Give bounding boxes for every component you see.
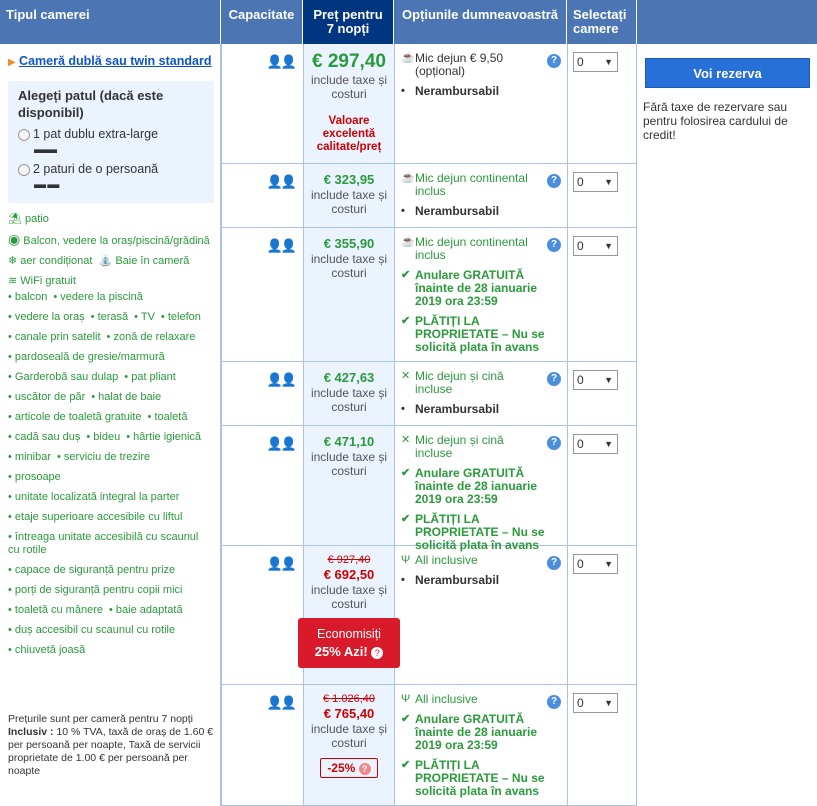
bed-choice-title: Alegeți patul (dacă este disponibil): [18, 88, 164, 120]
price-notes: [8, 713, 218, 778]
notes-rest: 10 % TVA, taxă de oraș de 1.60 € per persoană per noapte, Taxă de servicii proprietate de 1.00 € per persoană per noapte: [8, 726, 214, 777]
facility-item: • bideu: [86, 431, 121, 443]
bed-option-2-label: 2 paturi de o persoană: [33, 162, 159, 176]
refund-line: • Nerambursabil: [401, 84, 500, 98]
room-qty-select[interactable]: 0 ▼: [573, 52, 618, 72]
facility-item: • uscător de păr: [8, 391, 86, 403]
balcony-view-icon: ◉: [8, 231, 21, 247]
price-value: € 765,40: [323, 706, 375, 721]
facility-item: • minibar: [8, 451, 51, 463]
coffee-icon: ☕: [401, 236, 415, 248]
select-cell: [567, 685, 637, 806]
option-row: [221, 546, 637, 685]
help-icon[interactable]: ?: [547, 436, 561, 450]
radio-icon[interactable]: [18, 164, 30, 176]
chevron-down-icon: ▼: [604, 698, 613, 708]
room-qty-select[interactable]: 0 ▼: [573, 434, 618, 454]
cancel-line: ✔ Anulare GRATUITĂ înainte de 28 ianuarie 2019 ora 23:59: [401, 268, 538, 308]
facility-item: • etaje superioare accesibile cu liftul: [8, 511, 183, 523]
select-cell: [567, 362, 637, 426]
facility-item: • pardoseală de gresie/marmură: [8, 351, 165, 363]
chevron-down-icon: ▼: [604, 241, 613, 251]
taxes-note: include taxe și costuri: [310, 722, 388, 750]
facility-item: • articole de toaletă gratuite: [8, 411, 142, 423]
two-persons-icon: 👤👤: [266, 556, 295, 571]
snowflake-icon: ❄: [8, 255, 18, 267]
facility-item: • pat pliant: [124, 371, 176, 383]
bed-choice-box: [8, 81, 214, 203]
discount-badge: -25% ?: [320, 758, 377, 778]
check-icon: ✔: [401, 269, 411, 281]
facility-item: • chiuvetă joasă: [8, 644, 86, 656]
facility-item: • telefon: [160, 311, 201, 323]
bullet-icon: •: [401, 574, 405, 586]
cancel-line: ✔ Anulare GRATUITĂ înainte de 28 ianuarie 2019 ora 23:59: [401, 712, 538, 752]
facility-item: • halat de baie: [91, 391, 162, 403]
twin-bed-icon: ▬ ▬: [34, 177, 59, 191]
check-icon: ✔: [401, 513, 411, 525]
facility-item: • duș accesibil cu scaunul cu rotile: [8, 624, 176, 636]
facility-item: • prosoape: [8, 471, 61, 483]
capacity-cell: [221, 685, 303, 806]
bed-option-1-label: 1 pat dublu extra-large: [33, 127, 159, 141]
help-icon[interactable]: ?: [547, 238, 561, 252]
options-cell: [394, 426, 567, 552]
shower-icon: ⛲: [98, 255, 113, 267]
facility: patio: [25, 213, 49, 225]
two-persons-icon: 👤👤: [266, 238, 295, 253]
price-value: € 323,95: [323, 172, 375, 187]
option-row: [221, 164, 637, 228]
room-qty-select[interactable]: 0 ▼: [573, 554, 618, 574]
savings-line1: Economisiți: [317, 627, 381, 641]
facility-item: • toaletă cu mânere: [8, 604, 103, 616]
check-icon: ✔: [401, 713, 411, 725]
help-icon[interactable]: ?: [547, 556, 561, 570]
header-price[interactable]: [303, 0, 394, 44]
notes-details: [8, 726, 218, 778]
capacity-cell: [221, 546, 303, 685]
option-row: [221, 685, 637, 806]
room-qty-select[interactable]: 0 ▼: [573, 236, 618, 256]
chevron-down-icon: ▼: [604, 177, 613, 187]
options-cell: [394, 228, 567, 362]
taxes-note: include taxe și costuri: [310, 450, 388, 478]
taxes-note: include taxe și costuri: [310, 583, 388, 611]
two-persons-icon: 👤👤: [266, 54, 295, 69]
header-room-type: Tipul camerei: [0, 0, 221, 44]
coffee-icon: ☕: [401, 52, 415, 64]
old-price: € 1.026,40: [323, 693, 375, 705]
price-cell: [303, 685, 394, 806]
capacity-cell: [221, 164, 303, 228]
facility-item: • hârtie igienică: [126, 431, 201, 443]
option-row: [221, 362, 637, 426]
facility-item: • întreaga unitate accesibilă cu scaunul cu rotile: [8, 531, 199, 556]
caret-icon: ▶: [8, 57, 16, 68]
select-cell: [567, 426, 637, 546]
meal-line: ☕ Mic dejun continental inclus: [401, 235, 528, 262]
radio-icon[interactable]: [18, 129, 30, 141]
room-qty-select[interactable]: 0 ▼: [573, 693, 618, 713]
savings-badge: [298, 618, 400, 668]
patio-icon: ⛱: [8, 213, 22, 225]
options-cell: [394, 362, 567, 426]
header-select: Selectați camere: [567, 0, 637, 44]
meal-line: Ψ All inclusive: [401, 692, 478, 706]
pay-line: ✔ PLĂTIȚI LA PROPRIETATE – Nu se solicită plata în avans: [401, 314, 545, 354]
two-persons-icon: 👤👤: [266, 436, 295, 451]
chevron-down-icon: ▼: [604, 439, 613, 449]
room-name-link[interactable]: Cameră dublă sau twin standard: [19, 54, 212, 68]
chevron-down-icon: ▼: [604, 375, 613, 385]
taxes-note: include taxe și costuri: [310, 188, 388, 216]
meal-line: ☕ Mic dejun continental inclus: [401, 171, 528, 198]
select-cell: [567, 164, 637, 228]
facility-item: • porți de siguranță pentru copii mici: [8, 584, 183, 596]
option-row: [221, 228, 637, 362]
capacity-cell: [221, 44, 303, 164]
price-cell: [303, 228, 394, 362]
refund-line: • Nerambursabil: [401, 402, 500, 416]
price-value: € 692,50: [323, 567, 375, 582]
price-cell: [303, 44, 394, 164]
check-icon: ✔: [401, 467, 411, 479]
wifi-icon: ≋: [8, 275, 18, 287]
value-badge: Valoare excelentă calitate/preț: [316, 115, 382, 153]
select-cell: [567, 546, 637, 685]
reserve-note: Fără taxe de rezervare sau pentru folosirea cardului de credit!: [643, 100, 788, 142]
room-info: [0, 44, 221, 806]
price-value: € 297,40: [312, 51, 386, 72]
facility-item: • zonă de relaxare: [106, 331, 196, 343]
capacity-cell: [221, 426, 303, 546]
reserve-button[interactable]: Voi rezerva: [645, 58, 810, 88]
options-cell: [394, 546, 567, 685]
header-price-label: Preț pentru 7 nopți: [313, 7, 383, 36]
facility-item: • vedere la piscină: [53, 291, 143, 303]
bed-option-1[interactable]: [18, 127, 204, 142]
facility: aer condiționat: [20, 255, 93, 267]
facility-item: • balcon: [8, 291, 48, 303]
help-icon[interactable]: ?: [359, 763, 371, 775]
check-icon: ✔: [401, 759, 411, 771]
select-cell: [567, 44, 637, 164]
facility: Baie în cameră: [115, 255, 190, 267]
cutlery-icon: ✕: [401, 370, 411, 382]
taxes-note: include taxe și costuri: [310, 252, 388, 280]
facility-item: • canale prin satelit: [8, 331, 101, 343]
two-persons-icon: 👤👤: [266, 174, 295, 189]
help-icon[interactable]: ?: [371, 647, 383, 659]
room-qty-select[interactable]: 0 ▼: [573, 370, 618, 390]
two-persons-icon: 👤👤: [266, 372, 295, 387]
meal-line: ✕ Mic dejun și cină incluse: [401, 433, 504, 460]
help-icon[interactable]: ?: [547, 695, 561, 709]
savings-line2: 25% Azi!: [314, 644, 368, 659]
meal-line: Ψ All inclusive: [401, 553, 478, 567]
facility: Balcon, vedere la oraș/piscină/grădină: [23, 235, 210, 247]
options-cell: [394, 685, 567, 806]
options-cell: [394, 164, 567, 228]
header-capacity: Capacitate: [221, 0, 303, 44]
option-row: [221, 426, 637, 552]
check-icon: ✔: [401, 315, 411, 327]
pay-line: ✔ PLĂTIȚI LA PROPRIETATE – Nu se solicită plata în avans: [401, 758, 545, 798]
facility-item: • serviciu de trezire: [57, 451, 151, 463]
chevron-down-icon: ▼: [604, 57, 613, 67]
room-qty-select[interactable]: 0 ▼: [573, 172, 618, 192]
header-options: Opțiunile dumneavoastră: [394, 0, 567, 44]
bullet-icon: •: [401, 205, 405, 217]
facility-item: • vedere la oraș: [8, 311, 85, 323]
facility: WiFi gratuit: [20, 275, 76, 287]
price-value: € 427,63: [323, 370, 375, 385]
bullet-icon: •: [401, 85, 405, 97]
price-cell: [303, 362, 394, 426]
help-icon[interactable]: ?: [547, 174, 561, 188]
coffee-icon: ☕: [401, 172, 415, 184]
help-icon[interactable]: ?: [547, 372, 561, 386]
facility-item: • Garderobă sau dulap: [8, 371, 119, 383]
price-cell: [303, 164, 394, 228]
help-icon[interactable]: ?: [547, 54, 561, 68]
capacity-cell: [221, 362, 303, 426]
notes-line1: Prețurile sunt per cameră pentru 7 nopți: [8, 713, 194, 725]
old-price: € 927,40: [327, 554, 371, 566]
header-spacer: [637, 0, 817, 44]
price-cell: [303, 426, 394, 546]
two-persons-icon: 👤👤: [266, 695, 295, 710]
facility-item: • cadă sau duș: [8, 431, 81, 443]
pay-line: ✔ PLĂTIȚI LA PROPRIETATE – Nu se solicită plata în avans: [401, 512, 545, 552]
facility-item: • toaletă: [147, 411, 188, 423]
select-cell: [567, 228, 637, 362]
cutlery-icon: ✕: [401, 434, 411, 446]
facility-item: • baie adaptată: [108, 604, 183, 616]
fork-knife-icon: Ψ: [401, 693, 411, 705]
options-cell: [394, 44, 567, 164]
refund-line: • Nerambursabil: [401, 573, 500, 587]
bullet-icon: •: [401, 403, 405, 415]
facility-item: • unitate localizată integral la parter: [8, 491, 180, 503]
option-row: [221, 44, 637, 164]
price-value: € 355,90: [323, 236, 375, 251]
facility-item: • TV: [134, 311, 155, 323]
notes-bold: Inclusiv :: [8, 726, 54, 738]
facility-item: • terasă: [90, 311, 129, 323]
capacity-cell: [221, 228, 303, 362]
meal-line: ✕ Mic dejun și cină incluse: [401, 369, 504, 396]
taxes-note: include taxe și costuri: [310, 386, 388, 414]
meal-line: ☕ Mic dejun € 9,50 (opțional): [401, 51, 504, 78]
facilities-list: [8, 291, 212, 657]
facility-item: • capace de siguranță pentru prize: [8, 564, 176, 576]
chevron-down-icon: ▼: [604, 559, 613, 569]
double-bed-icon: ▬▬: [34, 142, 56, 156]
cancel-line: ✔ Anulare GRATUITĂ înainte de 28 ianuarie 2019 ora 23:59: [401, 466, 538, 506]
fork-knife-icon: Ψ: [401, 554, 411, 566]
bed-option-2[interactable]: [18, 162, 204, 177]
price-value: € 471,10: [323, 434, 375, 449]
refund-line: • Nerambursabil: [401, 204, 500, 218]
facilities-top: [8, 209, 212, 291]
taxes-note: include taxe și costuri: [310, 73, 388, 101]
